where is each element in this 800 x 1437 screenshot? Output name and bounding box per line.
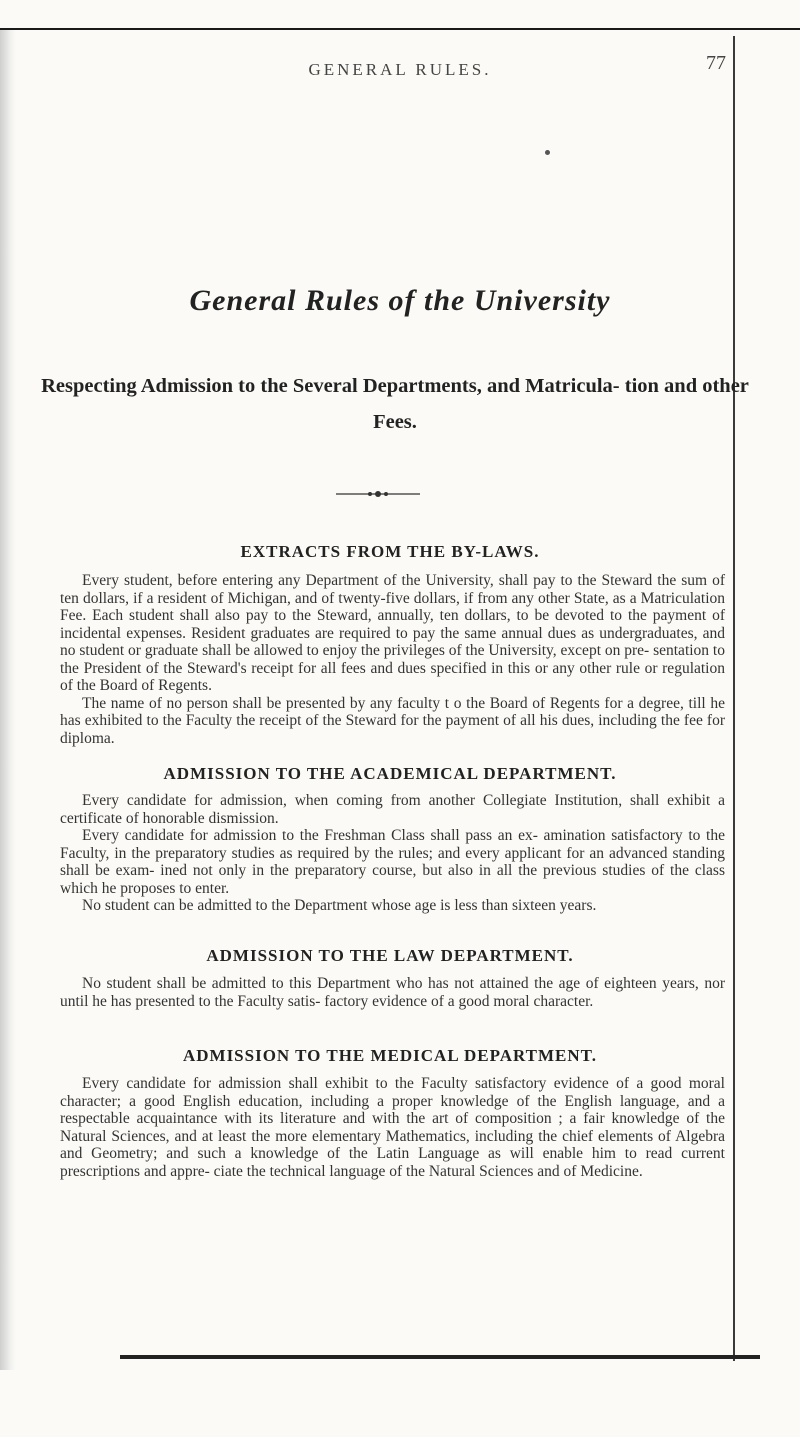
paragraph: Every candidate for admission, when coming from another Collegiate Institution, shall exhibit a certificate of honorable dismission. (60, 792, 725, 827)
section-body-medical (60, 1075, 725, 1180)
page-title: General Rules of the University (189, 284, 611, 317)
paragraph: No student shall be admitted to this Department who has not attained the age of eighteen years, nor until he has presented to the Faculty satis- factory evidence of a good moral character. (60, 975, 725, 1010)
section-heading-law: ADMISSION TO THE LAW DEPARTMENT. (206, 946, 574, 965)
paragraph: Every student, before entering any Department of the University, shall pay to the Steward the sum of ten dollars, if a resident of Michigan, and of twenty-five dollars, if from any other State, as a Matriculation Fee. Each student shall also pay to the Steward, annually, ten dollars, to be devoted to the payment of incidental expenses. Resident graduates are required to pay the same annual dues as undergraduates, and no student or graduate shall be allowed to enjoy the privileges of the University, except on pre- sentation to the President of the Steward's receipt for all fees and dues specified in this or any other rule or regulation of the Board of Regents. (60, 572, 725, 694)
page-subtitle: Respecting Admission to the Several Departments, and Matricula- tion and other Fees. (41, 375, 749, 433)
section-heading-academical: ADMISSION TO THE ACADEMICAL DEPARTMENT. (163, 764, 617, 783)
section-body-law (60, 975, 725, 1010)
running-header: GENERAL RULES. (308, 60, 492, 79)
top-border-rule (0, 28, 800, 30)
section-heading-medical: ADMISSION TO THE MEDICAL DEPARTMENT. (182, 1046, 598, 1065)
ink-dot (545, 150, 550, 155)
section-body-bylaws (60, 572, 725, 747)
paragraph: Every candidate for admission to the Freshman Class shall pass an ex- amination satisfactory to the Faculty, in the preparatory studies as required by the rules; and every applicant for an advanced standing shall be exam- ined not only in the preparatory course, but also in all the previous studies of the class which he proposes to enter. (60, 827, 725, 897)
paragraph: No student can be admitted to the Department whose age is less than sixteen years. (82, 897, 597, 914)
section-heading-bylaws: EXTRACTS FROM THE BY-LAWS. (240, 542, 540, 561)
ornament-divider (336, 489, 420, 499)
binding-shadow (0, 30, 16, 1370)
paragraph: Every candidate for admission shall exhibit to the Faculty satisfactory evidence of a good moral character; a good English education, including a proper knowledge of the English language, and a respectable acquaintance with its literature and with the art of composition ; a fair knowledge of the Natural Sciences, and at least the more elementary Mathematics, including the chief elements of Algebra and Geometry; and such a knowledge of the Latin Language as will enable him to read current prescriptions and appre- ciate the technical language of the Natural Sciences and of Medicine. (60, 1075, 725, 1180)
section-body-academical (60, 792, 725, 915)
page-number: 77 (706, 52, 726, 74)
paragraph: The name of no person shall be presented by any faculty t o the Board of Regents for a degree, till he has exhibited to the Faculty the receipt of the Steward for the payment of all his dues, including the fee for diploma. (60, 694, 725, 747)
right-margin-rule (733, 36, 735, 1361)
bottom-rule (120, 1355, 760, 1359)
